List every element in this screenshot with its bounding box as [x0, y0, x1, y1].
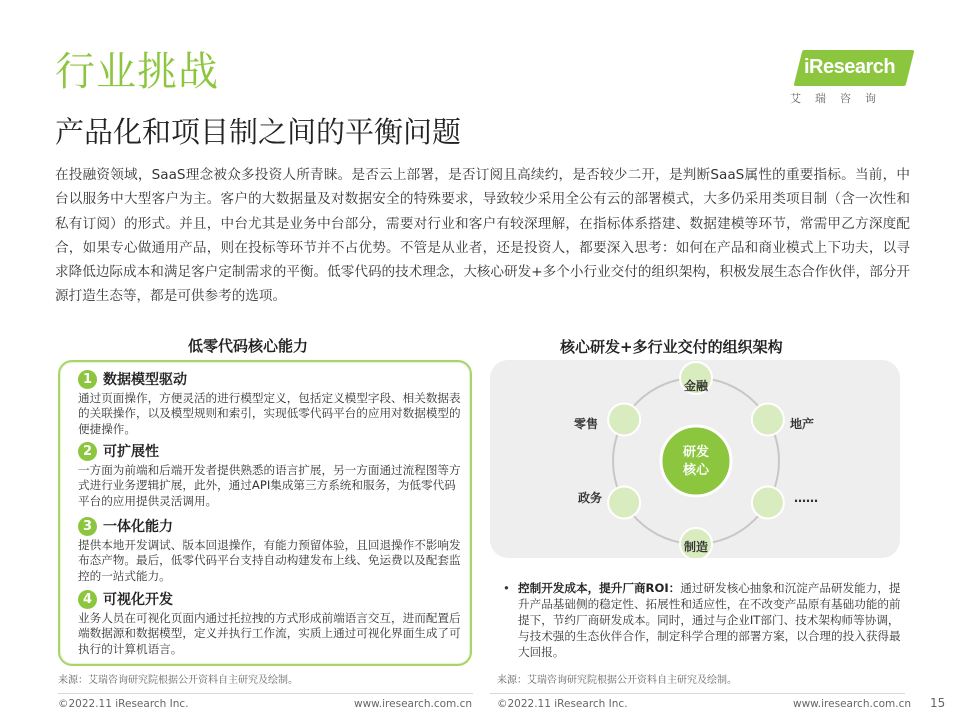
footer-copyright-left: ©2022.11 iResearch Inc.	[58, 698, 189, 710]
industry-node	[752, 487, 784, 519]
capability-desc: 通过页面操作，方便灵活的进行模型定义，包括定义模型字段、相关数据表的关联操作，以及模型规则和索引，实现低零代码平台的应用对数据模型的便捷操作。	[78, 391, 461, 436]
industry-node	[608, 487, 640, 519]
core-hub	[661, 426, 731, 496]
footer-url-left: www.iresearch.com.cn	[354, 698, 473, 710]
industry-label: 政务	[577, 491, 602, 505]
capability-desc: 一方面为前端和后端开发者提供熟悉的语言扩展，另一方面通过流程图等方式进行业务逻辑扩展，此外，通过API集成第三方系统和服务，为低零代码平台的应用提供灵活调用。	[78, 463, 461, 508]
org-diagram	[490, 360, 900, 558]
left-section-title: 低零代码核心能力	[188, 337, 309, 355]
right-section-title: 核心研发+多行业交付的组织架构	[560, 338, 783, 356]
org-diagram-panel	[490, 360, 900, 558]
capability-name: 可扩展性	[103, 444, 159, 460]
intro-paragraph: 在投融资领域，SaaS理念被众多投资人所青睐。是否云上部署，是否订阅且高续约，是否较少二开，是判断SaaS属性的重要指标。当前，中台以服务中大型客户为主。客户的大数据量及对数据安全的特殊要求，导致较少采用全公有云的部署模式，大多仍采用类项目制（含一次性和私有订阅）的形式。并且，中台尤其是业务中台部分，需要对行业和客户有较深理解，在指标体系搭建、数据建模等环节，常需甲乙方深度配合，如果专心做通用产品，则在投标等环节并不占优势。不管是从业者，还是投资人，都要深入思考：如何在产品和商业模式上下功夫，以寻求降低边际成本和满足客户定制需求的平衡。低零代码的技术理念，大核心研发+多个小行业交付的组织架构，积极发展生态合作伙伴，部分开源打造生态等，都是可供参考的选项。	[55, 167, 910, 305]
industry-node	[752, 404, 784, 436]
logo-cn-text: 艾瑞咨询	[790, 92, 890, 105]
capability-desc: 提供本地开发调试、版本回退操作，有能力预留体验，且回退操作不影响发布态产物。最后，低零代码平台支持自动构建发布上线、免运费以及配套监控的一站式能力。	[78, 538, 461, 583]
number-badge: 4	[78, 590, 97, 609]
bullet-paragraph	[503, 580, 908, 660]
capability-item	[78, 515, 463, 584]
page-subtitle: 产品化和项目制之间的平衡问题	[55, 115, 462, 149]
capability-name: 一体化能力	[103, 519, 173, 535]
source-right: 来源：艾瑞咨询研究院根据公开资料自主研究及绘制。	[497, 675, 737, 686]
iresearch-logo	[790, 48, 920, 108]
capability-item	[78, 440, 463, 509]
core-hub-label-1: 研发	[682, 445, 710, 460]
footer-url-right: www.iresearch.com.cn	[793, 698, 912, 710]
industry-label: 制造	[683, 540, 709, 554]
industry-label: ……	[794, 491, 818, 505]
number-badge: 2	[78, 442, 97, 461]
page-title: 行业挑战	[55, 49, 219, 95]
capability-item	[78, 368, 463, 437]
source-left: 来源：艾瑞咨询研究院根据公开资料自主研究及绘制。	[58, 675, 298, 686]
core-hub-label-2: 核心	[682, 463, 710, 478]
industry-label: 金融	[683, 379, 709, 393]
capability-name: 可视化开发	[103, 592, 173, 608]
footer-divider-left	[58, 693, 473, 694]
bullet-body: 通过研发核心抽象和沉淀产品研发能力，提升产品基础侧的稳定性、拓展性和适应性，在不改变产品原有基础功能的前提下，节约厂商研发成本。同时，通过与企业IT部门、技术架构师等协调，与技术强的生态伙伴合作，制定科学合理的部署方案，以合理的投入获得最大回报。	[518, 581, 901, 659]
footer-copyright-right: ©2022.11 iResearch Inc.	[497, 698, 628, 710]
industry-label: 零售	[573, 417, 598, 431]
capability-item	[78, 588, 463, 657]
page-number: 15	[930, 696, 946, 710]
industry-label: 地产	[790, 417, 815, 431]
number-badge: 3	[78, 517, 97, 536]
footer-divider-right	[490, 693, 905, 694]
capability-name: 数据模型驱动	[103, 372, 187, 388]
number-badge: 1	[78, 370, 97, 389]
bullet-dot: •	[503, 581, 510, 595]
industry-node	[608, 404, 640, 436]
bullet-bold: 控制开发成本，提升厂商ROI：	[518, 581, 681, 595]
capability-desc: 业务人员在可视化页面内通过托拉拽的方式形成前端语言交互，进而配置后端数据源和数据模型，定义并执行工作流，实质上通过可视化界面生成了可执行的计算机语言。	[78, 611, 461, 656]
logo-text: iResearch	[804, 56, 896, 78]
